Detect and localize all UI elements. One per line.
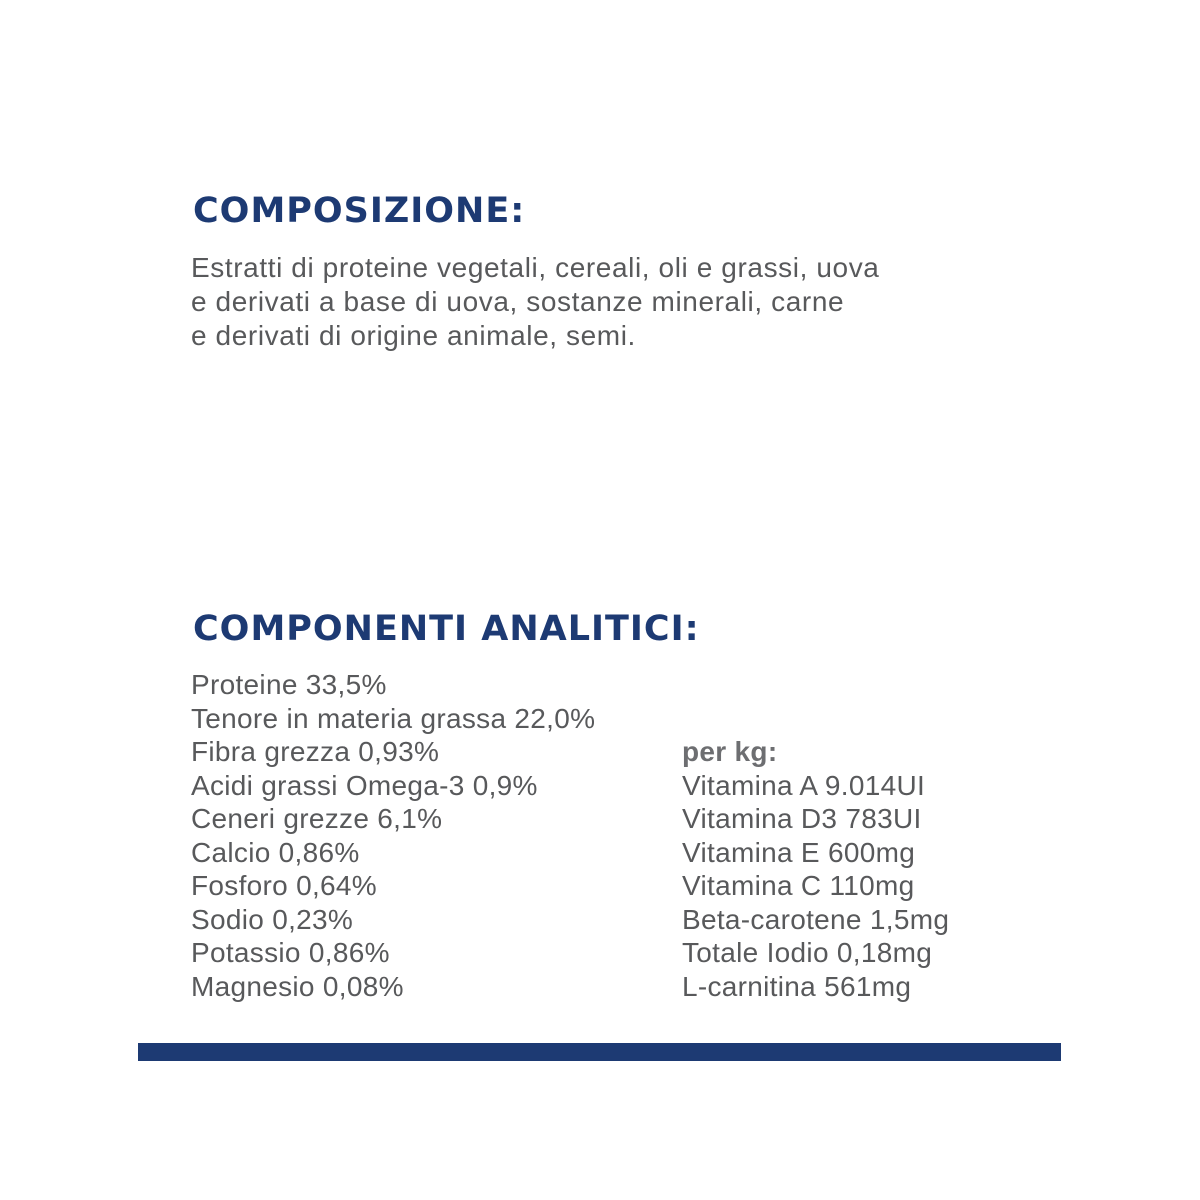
composition-line: Estratti di proteine vegetali, cereali, oli e grassi, uova (191, 252, 880, 283)
analytic-item: Acidi grassi Omega-3 0,9% (191, 769, 538, 801)
analytic-item: Potassio 0,86% (191, 937, 390, 968)
accent-divider-bar (138, 1043, 1061, 1061)
analytic-item: Fosforo 0,64% (191, 870, 377, 901)
analytic-item: Proteine 33,5% (191, 669, 387, 700)
vitamin-item: Beta-carotene 1,5mg (682, 903, 950, 935)
analytic-components-list (191, 668, 595, 1003)
analytic-item: Tenore in materia grassa 22,0% (191, 702, 596, 734)
vitamin-item: Vitamina A 9.014UI (682, 769, 926, 801)
analytic-components-heading: COMPONENTI ANALITICI: (193, 609, 700, 649)
per-kg-label: per kg: (682, 736, 778, 767)
vitamin-item: Vitamina D3 783UI (682, 803, 922, 834)
composition-line: e derivati di origine animale, semi. (191, 320, 636, 351)
composition-text (191, 251, 1051, 353)
vitamin-item: Vitamina C 110mg (682, 870, 915, 901)
analytic-item: Calcio 0,86% (191, 836, 360, 868)
vitamins-list (682, 735, 949, 1003)
analytic-item: Ceneri grezze 6,1% (191, 803, 443, 834)
vitamin-item: Vitamina E 600mg (682, 836, 916, 868)
composition-heading: COMPOSIZIONE: (193, 191, 526, 231)
analytic-item: Fibra grezza 0,93% (191, 736, 440, 767)
analytic-item: Sodio 0,23% (191, 903, 354, 935)
vitamin-item: Totale Iodio 0,18mg (682, 937, 933, 968)
analytic-item: Magnesio 0,08% (191, 970, 404, 1002)
composition-line: e derivati a base di uova, sostanze minerali, carne (191, 286, 845, 317)
vitamin-item: L-carnitina 561mg (682, 970, 912, 1002)
